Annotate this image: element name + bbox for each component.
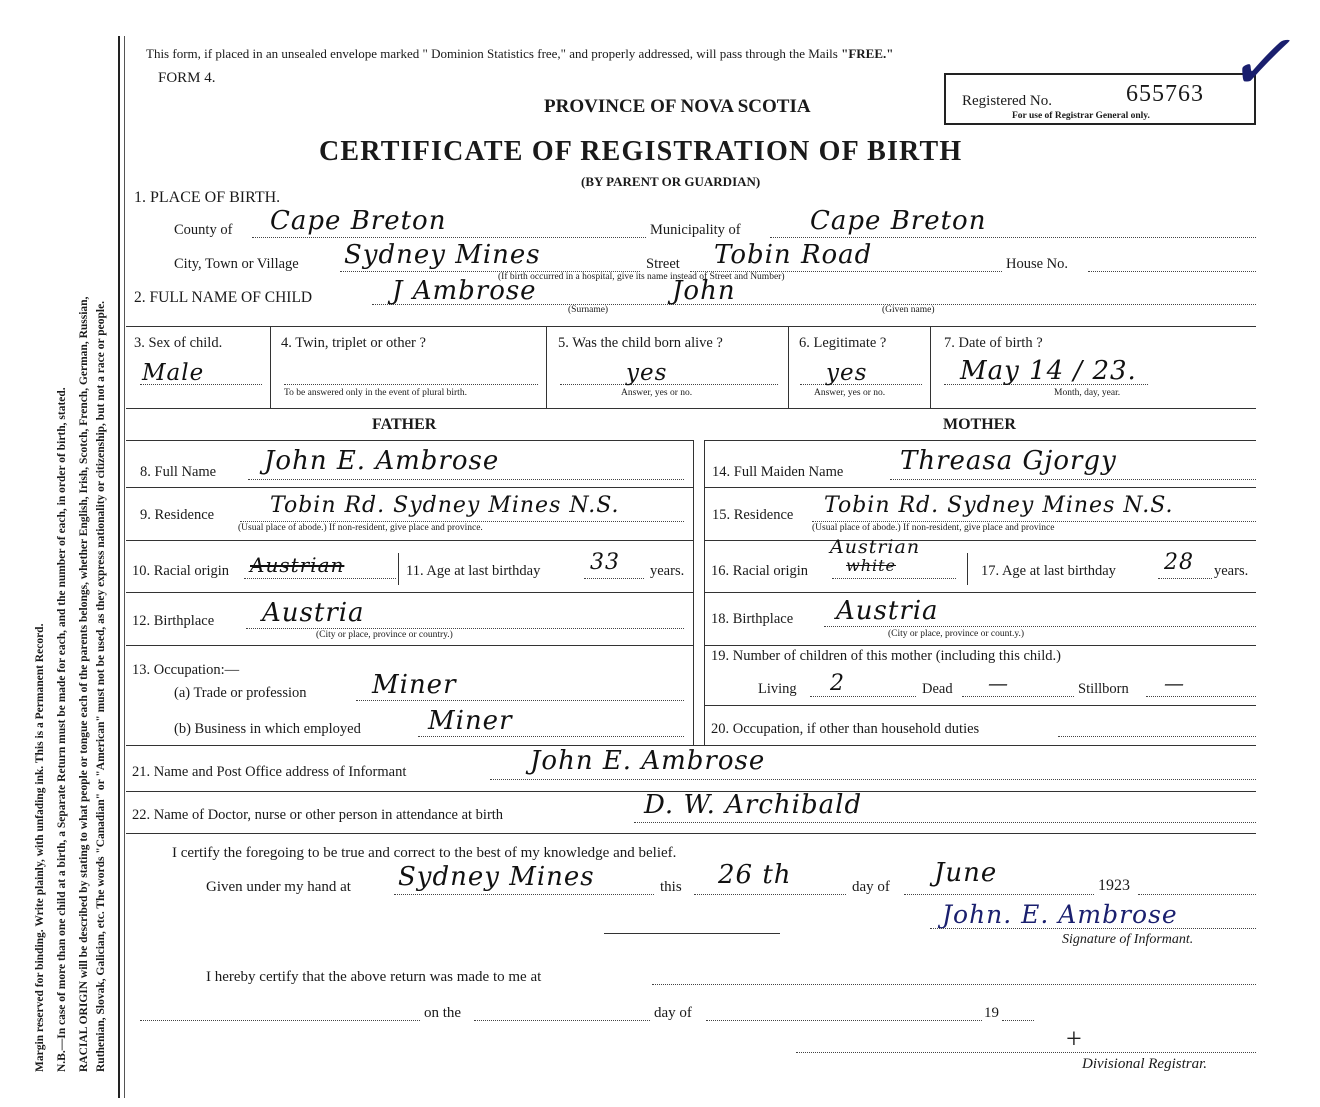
father-age-unit: years. [650,563,685,579]
house-line [1088,271,1256,272]
father-heading: FATHER [372,416,437,433]
date-of-birth-label: 7. Date of birth ? [944,335,1043,351]
row-rule-3-left [126,592,693,593]
stillborn-line [1146,696,1256,697]
details-divider-3 [788,326,789,408]
municipality-line [770,237,1256,238]
municipality-label: Municipality of [650,222,741,238]
margin-rule [118,36,120,1098]
row-rule-1-left [126,487,693,488]
father-birthplace-label: 12. Birthplace [132,613,215,629]
details-top-rule [126,326,1256,327]
street-label: Street [646,256,680,272]
business-value: Miner [428,706,513,736]
given-place-line [394,894,654,895]
city-value: Sydney Mines [344,240,541,270]
year-value: 1923 [1098,877,1130,894]
mother-age-value: 28 [1164,550,1194,575]
father-residence-value: Tobin Rd. Sydney Mines N.S. [270,493,620,518]
day-value: 26 th [718,860,792,890]
child-name-label: 2. FULL NAME OF CHILD [134,289,313,306]
mother-name-label: 14. Full Maiden Name [712,464,844,480]
registrar-note: For use of Registrar General only. [1012,111,1150,121]
sex-value: Male [142,360,205,386]
registrar-statement: I hereby certify that the above return was made to me at [206,969,542,985]
check-mark-icon: ✓ [1221,19,1309,106]
doctor-label: 22. Name of Doctor, nurse or other person in attendance at birth [132,807,504,823]
born-alive-note: Answer, yes or no. [621,388,693,398]
county-label: County of [174,222,233,238]
dead-value: — [988,671,1009,695]
row-rule-4-right [704,645,1256,646]
registrar-day-of-label: day of [654,1005,692,1021]
informant-line [490,779,1256,780]
father-name-label: 8. Full Name [140,464,217,480]
mother-racial-struck: white [846,556,897,575]
registrar-year-prefix: 19 [984,1005,999,1021]
form-number: FORM 4. [158,70,216,86]
mother-name-line [890,479,1256,480]
mother-heading: MOTHER [943,416,1016,433]
given-label: Given under my hand at [206,879,351,895]
doctor-line [634,822,1256,823]
row-rule-2-right [704,540,1256,541]
details-divider-1 [270,326,271,408]
born-alive-label: 5. Was the child born alive ? [558,335,723,351]
father-racial-label: 10. Racial origin [132,563,230,579]
father-name-value: John E. Ambrose [264,446,500,476]
given-name-caption: (Given name) [882,305,935,315]
living-line [810,696,916,697]
on-the-label: on the [424,1005,462,1021]
trade-label: (a) Trade or profession [174,685,307,701]
margin-note-3: RACIAL ORIGIN will be described by stating to what people or tongue each of the parents belongs, whether English, Irish, Scotch, French, German, Russian, [78,296,90,1072]
living-value: 2 [830,671,845,696]
margin-note-2: N.B.—In case of more than one child at a birth, a Separate Return must be made for each, and the number of each, in order of birth, stated. [56,387,68,1072]
blank-signature-rule [604,933,780,934]
mother-heading-rule [704,440,1256,441]
doctor-value: D. W. Archibald [644,790,863,820]
street-value: Tobin Road [714,240,873,270]
legitimate-note: Answer, yes or no. [814,388,886,398]
informant-signature: John. E. Ambrose [942,900,1178,929]
dead-label: Dead [922,681,953,697]
place-of-birth-heading: 1. PLACE OF BIRTH. [134,189,281,206]
stillborn-value: — [1164,671,1185,695]
row-rule-1-right [704,487,1256,488]
page-title: CERTIFICATE OF REGISTRATION OF BIRTH [319,136,963,167]
twin-label: 4. Twin, triplet or other ? [281,335,426,351]
month-line [904,894,1094,895]
child-given-value: John [672,276,736,306]
details-bottom-rule [126,408,1256,409]
registrar-signature-line [796,1052,1256,1053]
county-value: Cape Breton [270,206,447,236]
date-of-birth-value: May 14 / 23. [960,356,1137,386]
children-count-label: 19. Number of children of this mother (including this child.) [711,648,1061,664]
registrar-caption: Divisional Registrar. [1082,1056,1208,1072]
father-heading-rule [126,440,693,441]
municipality-value: Cape Breton [810,206,987,236]
details-divider-4 [930,326,931,408]
day-of-label: day of [852,879,890,895]
father-residence-label: 9. Residence [140,507,215,523]
father-birthplace-value: Austria [262,598,365,628]
row-rule-7 [126,833,1256,834]
given-place-value: Sydney Mines [398,862,595,892]
on-the-line [474,1020,650,1021]
mother-racial-label: 16. Racial origin [711,563,809,579]
surname-caption: (Surname) [568,305,609,315]
registrar-year-line [1002,1020,1034,1021]
registered-label: Registered No. [962,93,1052,109]
father-racial-value: Austrian [250,553,345,577]
mother-occupation-line [1058,736,1256,737]
mother-birthplace-note: (City or place, province or count.y.) [888,629,1025,639]
mother-racial-line [832,578,956,579]
father-residence-line [240,521,684,522]
legitimate-value: yes [826,360,868,386]
born-alive-line [560,384,778,385]
trade-line [356,700,684,701]
mother-residence-line [812,521,1256,522]
child-surname-value: J Ambrose [392,276,537,306]
registered-value: 655763 [1126,81,1204,107]
mother-residence-value: Tobin Rd. Sydney Mines N.S. [824,493,1174,518]
mother-residence-label: 15. Residence [712,507,794,523]
father-age-line [584,578,644,579]
trade-value: Miner [372,670,457,700]
twin-note: To be answered only in the event of plural birth. [284,388,467,398]
margin-note-4: Ruthenian, Slovak, Galician, etc. The words "Canadian" or "American" must not be used, as they express nationality or citizenship, but not a race or people. [95,300,107,1072]
father-occupation-label: 13. Occupation:— [132,662,240,678]
this-label: this [660,879,682,895]
mother-residence-note: (Usual place of abode.) If non-resident, give place and province [812,523,1055,533]
business-line [418,736,684,737]
informant-label: 21. Name and Post Office address of Informant [132,764,407,780]
hospital-note: (If birth occurred in a hospital, give its name instead of Street and Number) [498,272,785,282]
informant-value: John E. Ambrose [530,746,766,776]
margin-note-1: Margin reserved for binding. Write plainly, with unfading ink. This is a Permanent Record. [34,623,46,1072]
mother-birthplace-label: 18. Birthplace [711,611,794,627]
registrar-prefix-line [140,1020,420,1021]
page-subtitle: (BY PARENT OR GUARDIAN) [581,174,761,189]
father-age-divider [398,553,399,585]
mother-birthplace-line [824,626,1256,627]
month-value: June [934,858,998,888]
registrar-month-line [706,1020,982,1021]
stillborn-label: Stillborn [1078,681,1129,697]
details-divider-2 [546,326,547,408]
signature-caption: Signature of Informant. [1062,932,1194,947]
father-name-line [248,479,684,480]
mother-age-divider [967,553,968,585]
province-title: PROVINCE OF NOVA SCOTIA [544,96,811,117]
legitimate-label: 6. Legitimate ? [799,335,887,351]
business-label: (b) Business in which employed [174,721,361,737]
father-age-value: 33 [590,550,620,575]
mother-occupation-label: 20. Occupation, if other than household duties [711,721,980,737]
mother-age-label: 17. Age at last birthday [981,563,1116,579]
registered-box [944,73,1256,125]
dead-line [962,696,1074,697]
certify-statement: I certify the foregoing to be true and correct to the best of my knowledge and belief. [172,845,677,861]
father-racial-line [244,578,396,579]
house-label: House No. [1006,256,1069,272]
born-alive-value: yes [626,360,668,386]
mother-birthplace-value: Austria [836,596,939,626]
sex-label: 3. Sex of child. [134,335,223,351]
mother-racial-value: Austrian [830,536,921,558]
living-label: Living [758,681,797,697]
twin-line [284,384,538,385]
margin-rule-inner [124,36,125,1098]
registrar-place-line [652,984,1256,985]
registrar-mark: + [1066,1024,1082,1055]
mother-age-line [1158,578,1212,579]
columns-divider-right [704,440,705,746]
mother-age-unit: years. [1214,563,1249,579]
postal-notice: This form, if placed in an unsealed envelope marked " Dominion Statistics free," and properly addressed, will pass through the Mails "FREE." [146,46,894,61]
columns-divider-left [693,440,694,746]
year-line [1138,894,1256,895]
row-rule-4-left [126,645,693,646]
signature-line [930,928,1256,929]
father-birthplace-line [246,628,684,629]
mother-name-value: Threasa Gjorgy [900,446,1117,476]
father-birthplace-note: (City or place, province or country.) [316,630,453,640]
row-rule-3-right [704,592,1256,593]
city-label: City, Town or Village [174,256,299,272]
county-line [252,237,646,238]
father-age-label: 11. Age at last birthday [406,563,541,579]
children-rule [704,705,1256,706]
date-of-birth-note: Month, day, year. [1054,388,1121,398]
day-line [694,894,846,895]
father-residence-note: (Usual place of abode.) If non-resident, give place and province. [238,523,483,533]
row-rule-2-left [126,540,693,541]
